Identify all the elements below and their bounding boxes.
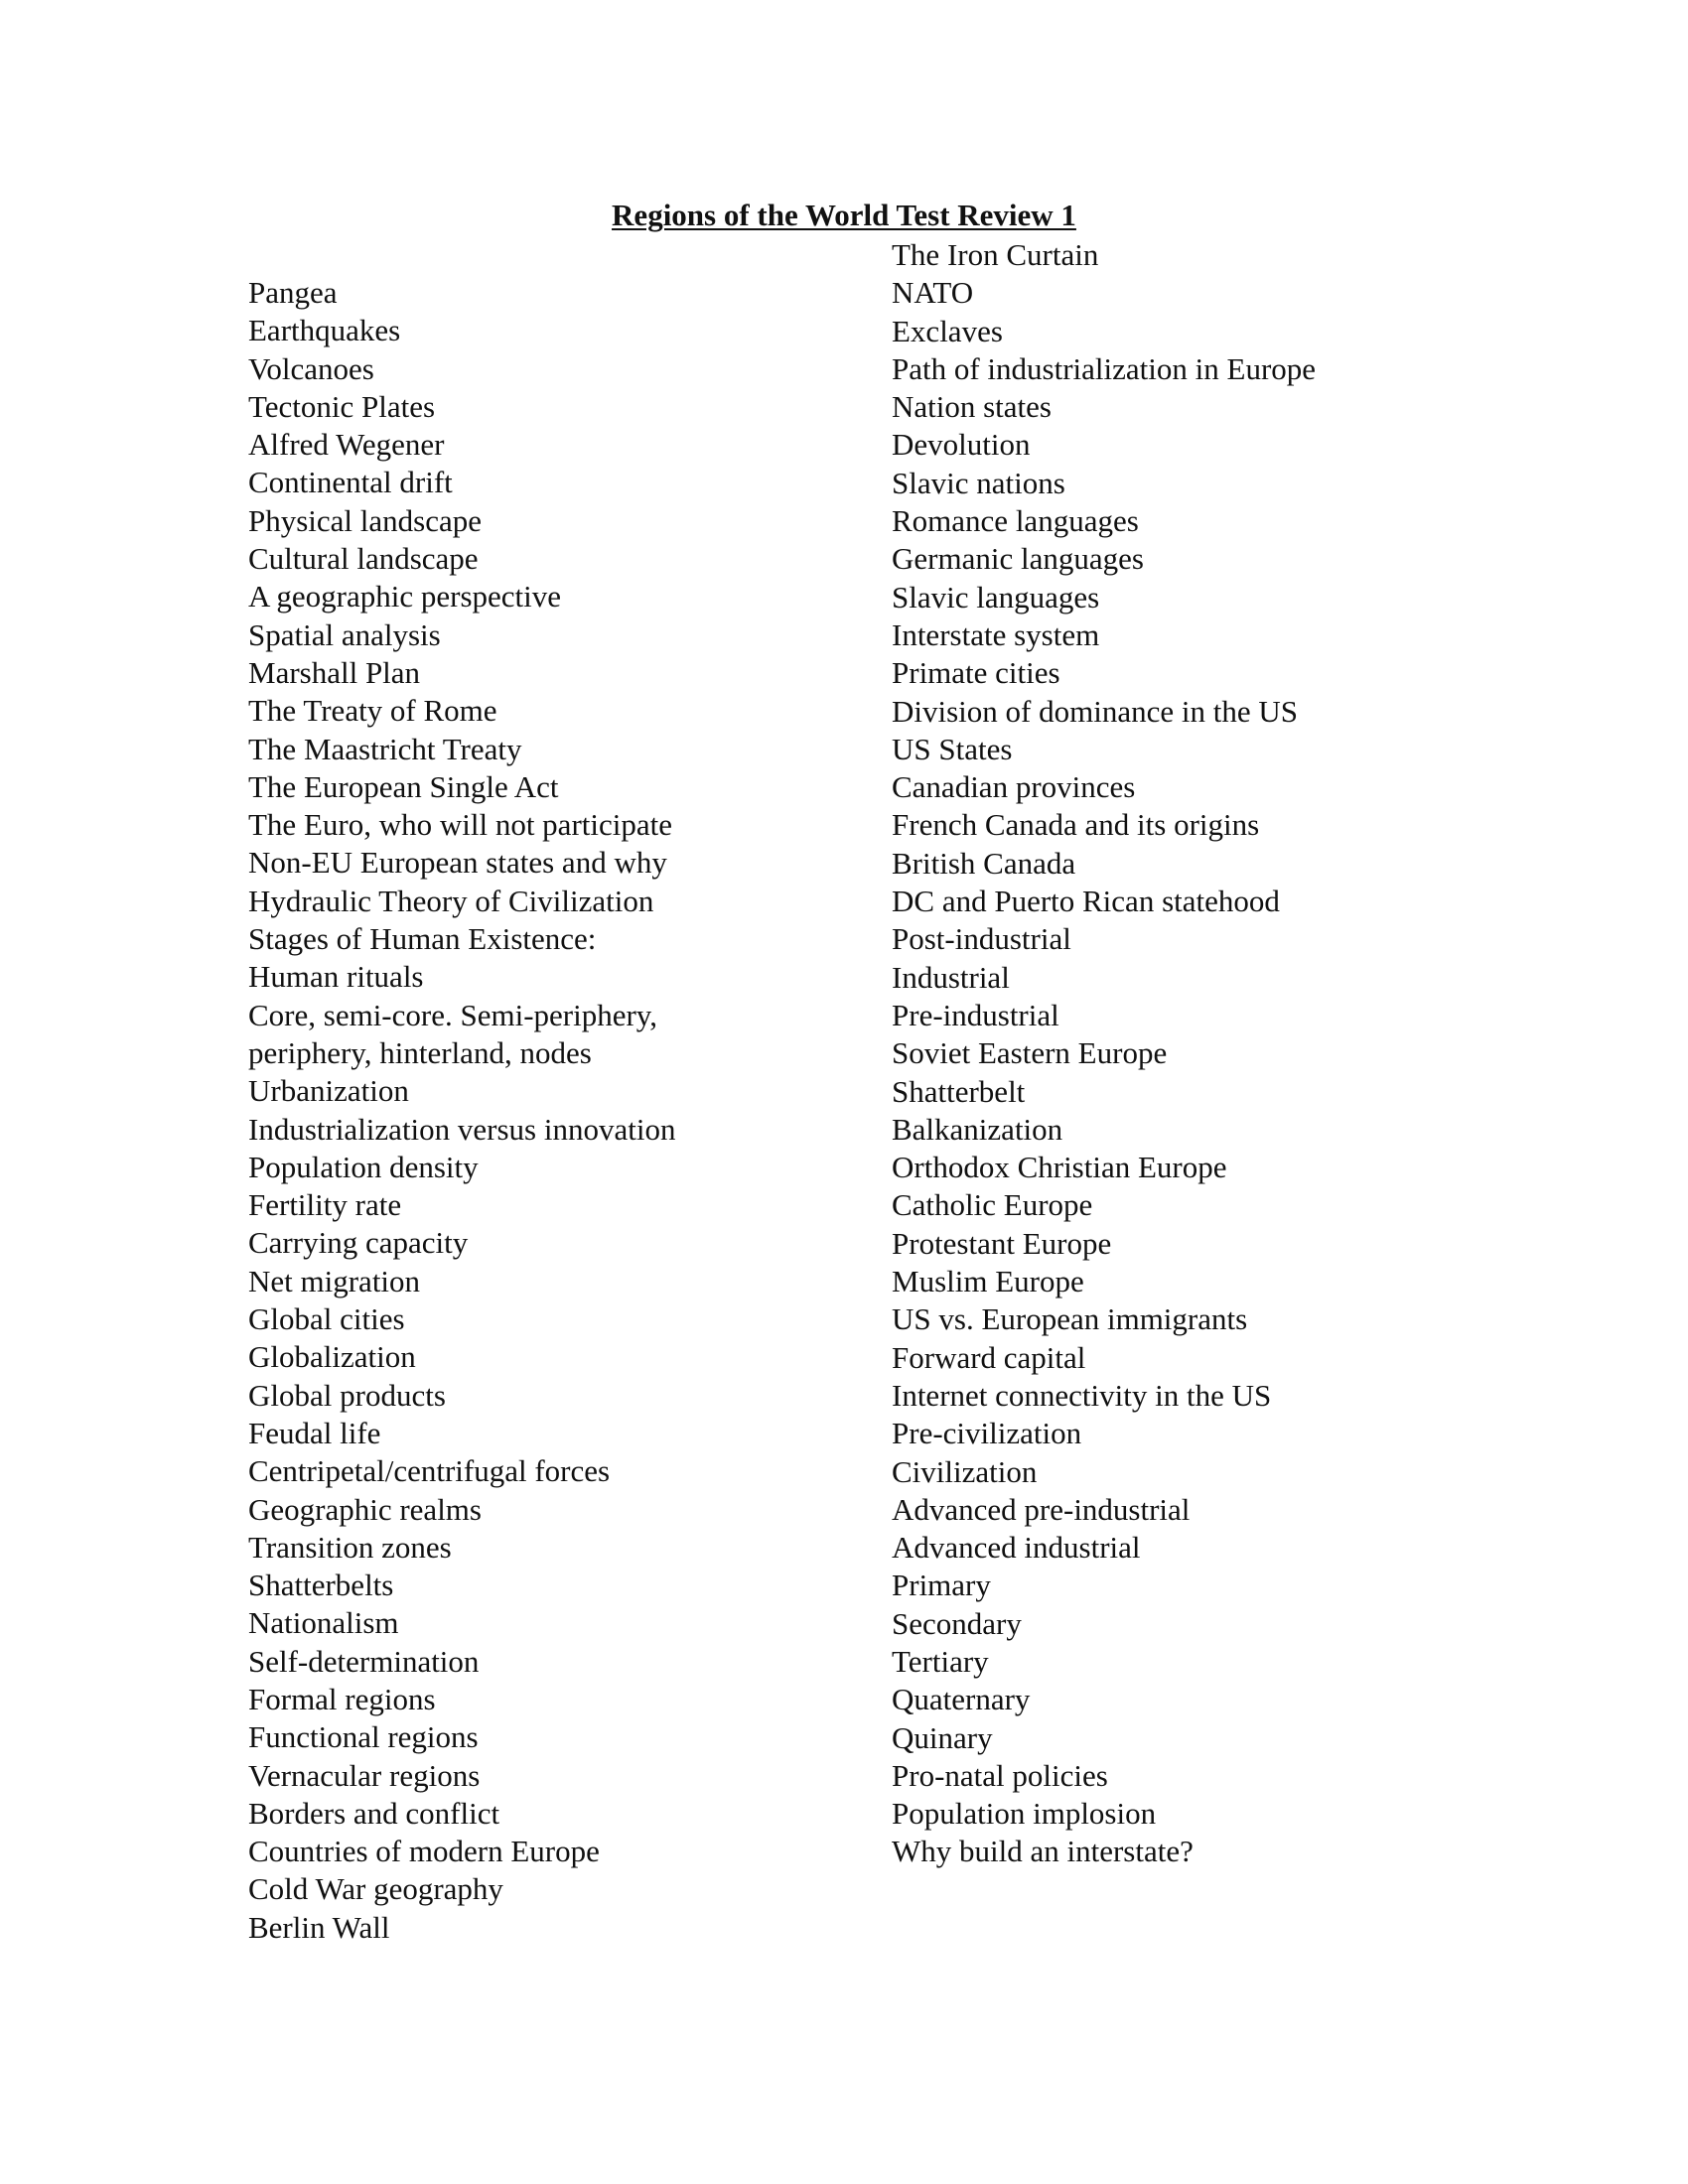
review-term: Feudal life <box>248 1415 381 1450</box>
review-term: Civilization <box>892 1453 1038 1489</box>
review-term: Globalization <box>248 1339 416 1375</box>
review-term: Population density <box>248 1149 479 1184</box>
review-term: Exclaves <box>892 313 1003 348</box>
right-term-column <box>892 236 1316 1871</box>
review-term: Berlin Wall <box>248 1909 390 1945</box>
review-term: Pre-civilization <box>892 1416 1082 1451</box>
review-term: Romance languages <box>892 503 1139 539</box>
review-term: Alfred Wegener <box>248 427 445 463</box>
review-term: Protestant Europe <box>892 1225 1112 1261</box>
review-term: Centripetal/centrifugal forces <box>248 1453 611 1489</box>
review-term: Carrying capacity <box>248 1225 469 1261</box>
review-term: Slavic nations <box>892 465 1065 500</box>
review-term: Stages of Human Existence: <box>248 921 597 957</box>
review-term: Soviet Eastern Europe <box>892 1035 1168 1071</box>
review-term: Orthodox Christian Europe <box>892 1150 1227 1185</box>
review-term: Cold War geography <box>248 1871 503 1907</box>
review-term: Transition zones <box>248 1529 452 1565</box>
review-term: Division of dominance in the US <box>892 693 1298 729</box>
review-term: Spatial analysis <box>248 616 441 652</box>
review-term: periphery, hinterland, nodes <box>248 1034 592 1070</box>
review-term: Pangea <box>248 275 338 310</box>
review-term: Geographic realms <box>248 1491 482 1527</box>
review-term: Global products <box>248 1377 446 1413</box>
review-term: Devolution <box>892 427 1031 463</box>
review-term: Quinary <box>892 1719 993 1755</box>
review-term: Pro-natal policies <box>892 1757 1108 1793</box>
review-term: Net migration <box>248 1263 421 1298</box>
review-term: Earthquakes <box>248 313 401 348</box>
review-term: Continental drift <box>248 465 453 500</box>
review-term: Industrialization versus innovation <box>248 1111 676 1147</box>
review-term: DC and Puerto Rican statehood <box>892 884 1280 919</box>
document-title: Regions of the World Test Review 1 <box>612 198 1076 232</box>
review-term: Nationalism <box>248 1605 399 1641</box>
review-term: Muslim Europe <box>892 1264 1084 1299</box>
review-term: Slavic languages <box>892 579 1100 614</box>
review-term: The Maastricht Treaty <box>248 731 522 766</box>
review-term: Internet connectivity in the US <box>892 1377 1272 1413</box>
review-term: Germanic languages <box>892 541 1144 577</box>
review-term: Tertiary <box>892 1643 989 1679</box>
review-term: Catholic Europe <box>892 1187 1093 1223</box>
review-term: Nation states <box>892 389 1052 425</box>
review-term: Secondary <box>892 1605 1022 1641</box>
review-term: Borders and conflict <box>248 1795 500 1831</box>
review-term: Vernacular regions <box>248 1757 481 1793</box>
review-term: Population implosion <box>892 1796 1157 1832</box>
review-term: Primary <box>892 1568 991 1603</box>
review-term: Human rituals <box>248 959 424 995</box>
review-term: US vs. European immigrants <box>892 1301 1248 1337</box>
review-term: US States <box>892 731 1013 766</box>
review-term: Why build an interstate? <box>892 1834 1194 1869</box>
review-term: Countries of modern Europe <box>248 1834 600 1869</box>
review-term: Cultural landscape <box>248 541 479 577</box>
review-term: Self-determination <box>248 1643 480 1679</box>
review-term: Advanced pre-industrial <box>892 1491 1191 1527</box>
review-term: Interstate system <box>892 616 1100 652</box>
review-term: Marshall Plan <box>248 654 421 690</box>
review-term: Quaternary <box>892 1682 1031 1717</box>
review-term: Volcanoes <box>248 350 374 386</box>
review-term: Functional regions <box>248 1719 479 1755</box>
review-term: Industrial <box>892 959 1010 995</box>
review-term: Formal regions <box>248 1681 436 1716</box>
review-term: Global cities <box>248 1301 405 1337</box>
review-term: Post-industrial <box>892 921 1071 957</box>
review-term: Non-EU European states and why <box>248 845 667 881</box>
review-term: Urbanization <box>248 1073 409 1109</box>
review-term: The Treaty of Rome <box>248 693 497 729</box>
left-term-column <box>248 274 675 1947</box>
review-term: Advanced industrial <box>892 1530 1141 1566</box>
review-term: Physical landscape <box>248 502 483 538</box>
review-term: Primate cities <box>892 655 1060 691</box>
review-term: NATO <box>892 275 974 311</box>
review-term: Canadian provinces <box>892 769 1136 805</box>
review-term: Pre-industrial <box>892 997 1059 1032</box>
review-term: Shatterbelts <box>248 1568 394 1603</box>
review-term: Tectonic Plates <box>248 388 436 424</box>
review-term: French Canada and its origins <box>892 807 1260 843</box>
review-term: Path of industrialization in Europe <box>892 350 1317 386</box>
review-term: Forward capital <box>892 1339 1086 1375</box>
review-term: The Iron Curtain <box>892 237 1099 272</box>
review-term: Hydraulic Theory of Civilization <box>248 883 654 918</box>
review-term: The European Single Act <box>248 768 559 804</box>
review-term: Fertility rate <box>248 1187 402 1223</box>
review-term: Core, semi-core. Semi-periphery, <box>248 997 658 1032</box>
review-term: The Euro, who will not participate <box>248 807 672 843</box>
review-term: A geographic perspective <box>248 579 562 614</box>
review-term: Shatterbelt <box>892 1073 1026 1109</box>
review-term: Balkanization <box>892 1111 1063 1147</box>
review-term: British Canada <box>892 845 1076 881</box>
